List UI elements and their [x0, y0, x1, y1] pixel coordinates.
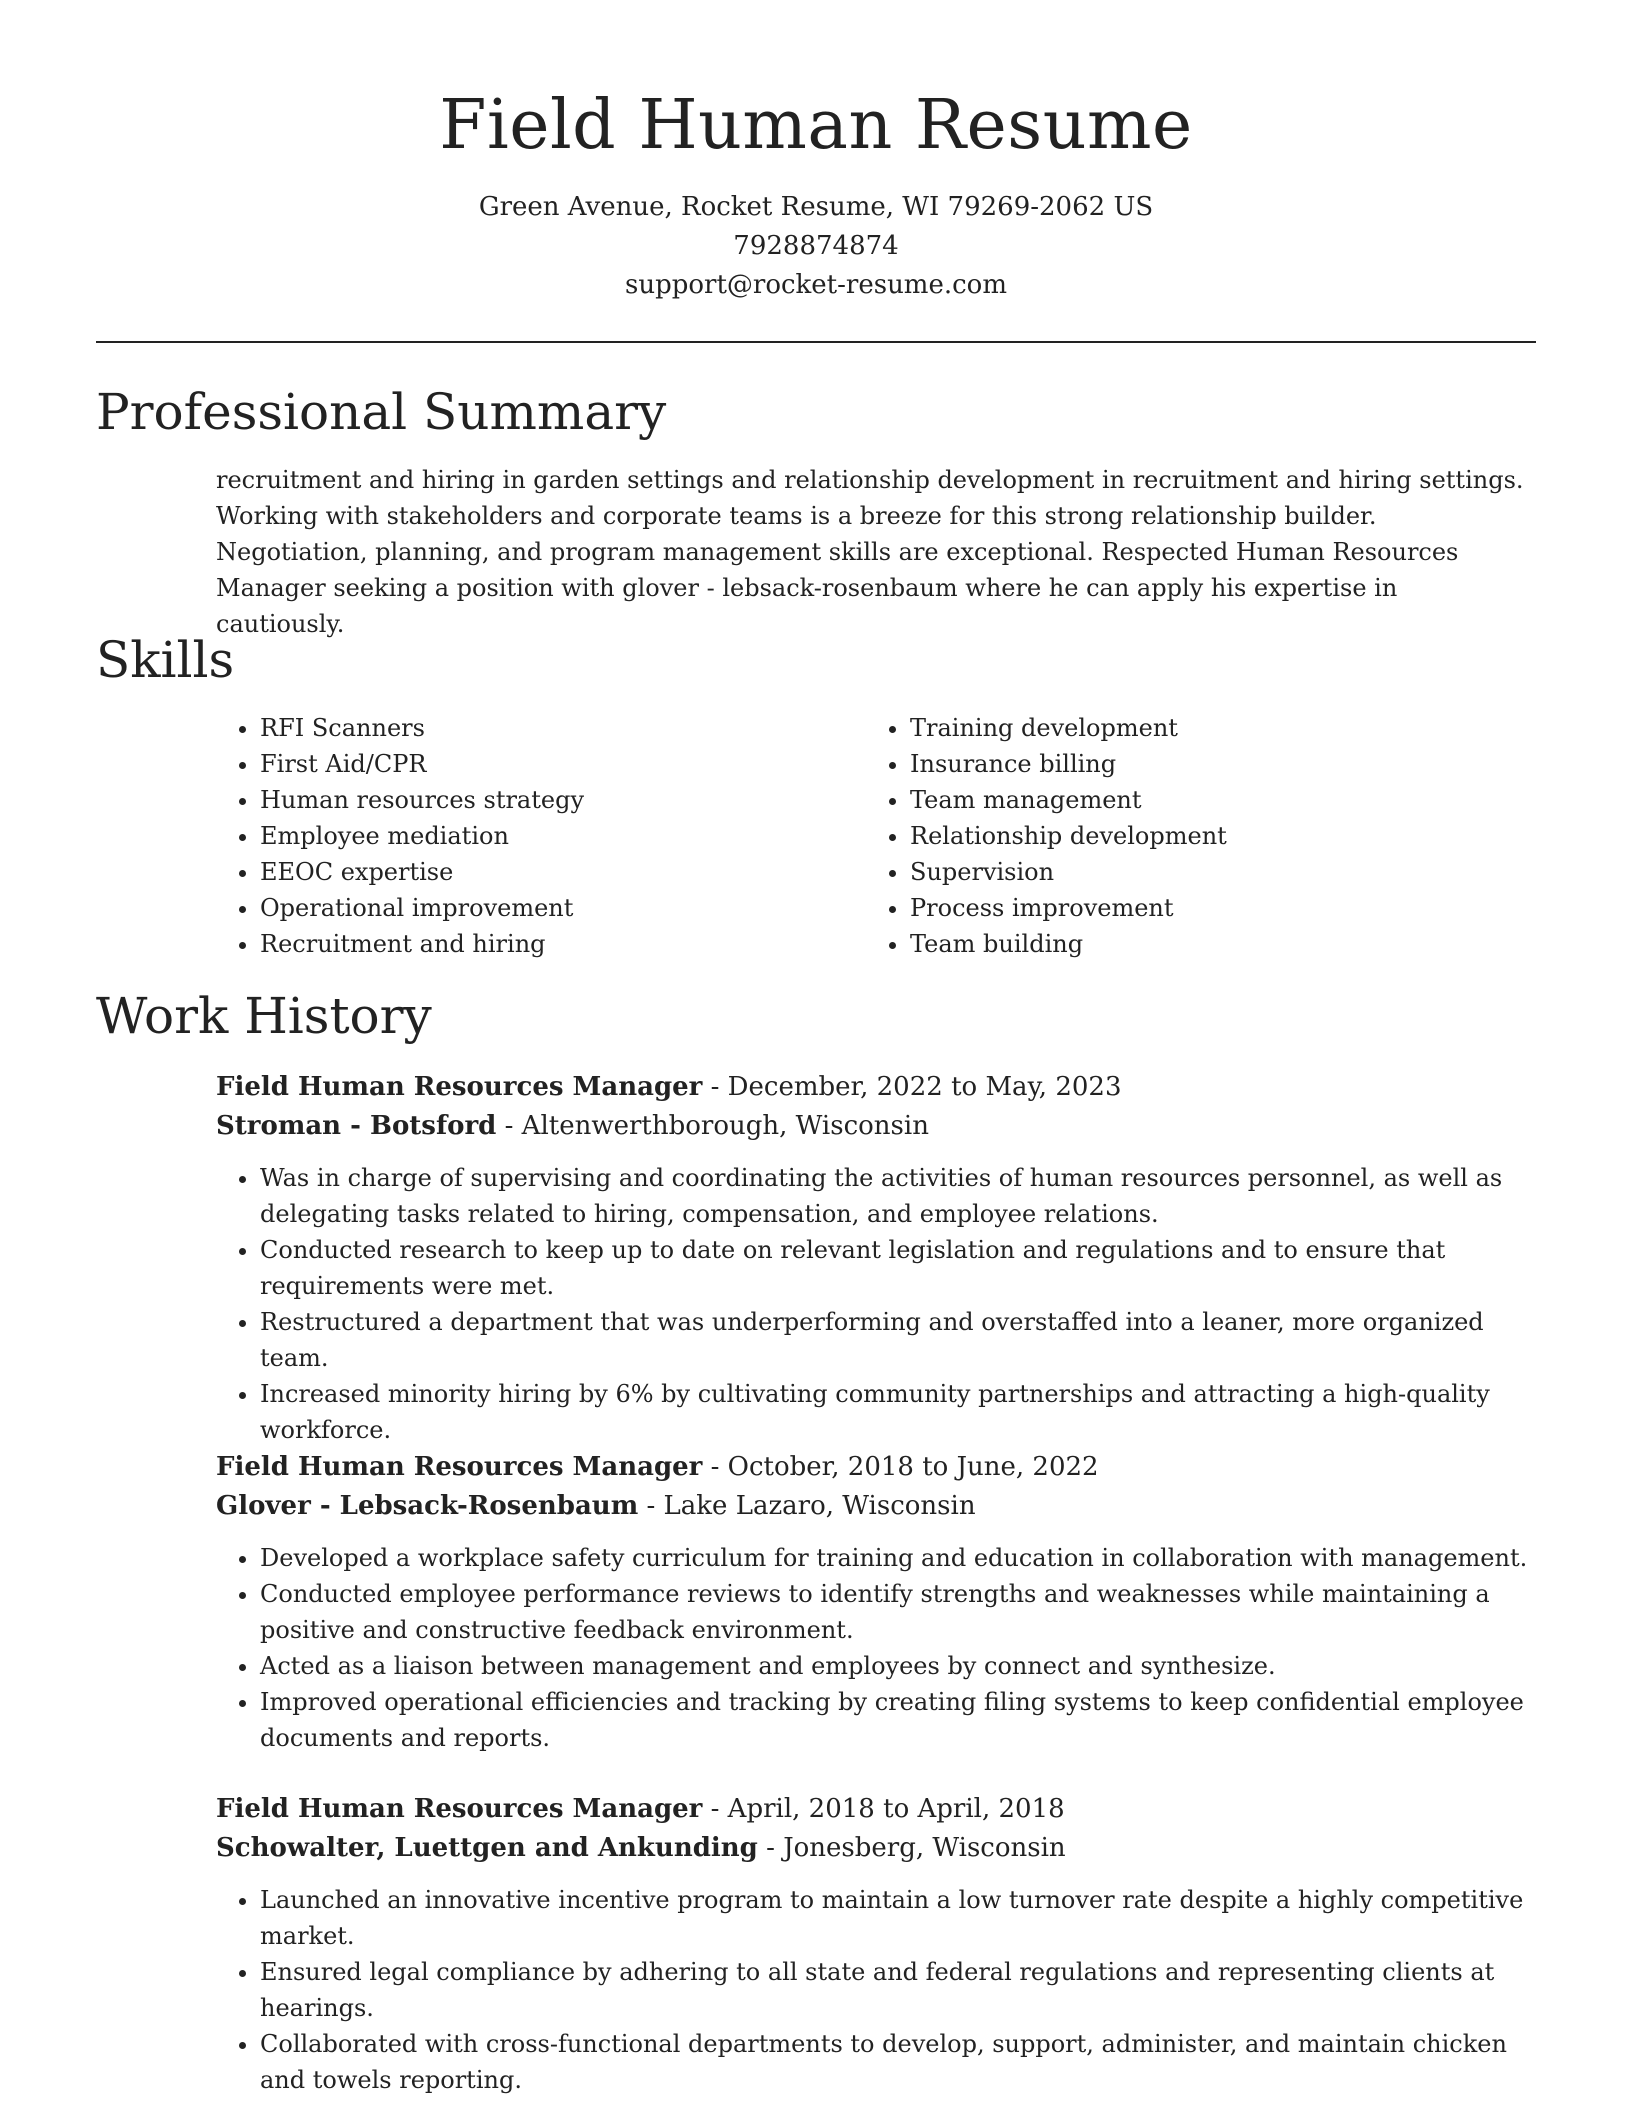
job-bullet: • Conducted employee performance reviews to identify strengths and weaknesses while maintaining a positive and constructive feedback environment. — [260, 1576, 1536, 1648]
job-bullet: • Collaborated with cross-functional departments to develop, support, administer, and maintain chicken and towels reporting. — [260, 2026, 1536, 2098]
job-title-line — [216, 1068, 1536, 1107]
job-title-line — [216, 1790, 1536, 1829]
job-location: - Jonesberg, Wisconsin — [757, 1833, 1066, 1863]
job-entry — [216, 1790, 1536, 2098]
work-history-heading: Work History — [96, 987, 432, 1045]
job-company-line — [216, 1107, 1536, 1146]
skills-column-left — [216, 710, 866, 962]
job-entry — [216, 1448, 1536, 1756]
contact-phone: 7928874874 — [733, 231, 899, 261]
skills-list — [216, 710, 1526, 962]
job-bullet: • Developed a workplace safety curriculum for training and education in collaboration with management. — [260, 1540, 1536, 1576]
skills-column-right — [866, 710, 1516, 962]
job-role: Field Human Resources Manager — [216, 1794, 703, 1824]
contact-block — [96, 188, 1536, 305]
skill-item: • Training development — [910, 710, 1516, 746]
skill-item: • Team management — [910, 782, 1516, 818]
summary-text: recruitment and hiring in garden settings and relationship development in recruitment and hiring settings. Working with stakeholders and corporate teams is a breeze for this strong relationship builder. Negotiation, planning, and program management skills are exceptional. Respected Human Resources Manager seeking a position with glover - lebsack-rosenbaum where he can apply his expertise in cautiously. — [216, 466, 1524, 638]
job-bullet: • Launched an innovative incentive program to maintain a low turnover rate despite a highly competitive market. — [260, 1882, 1536, 1954]
skill-item: • Human resources strategy — [260, 782, 866, 818]
job-dates: - April, 2018 to April, 2018 — [702, 1794, 1065, 1824]
skill-item: • Relationship development — [910, 818, 1516, 854]
job-bullet: • Ensured legal compliance by adhering to all state and federal regulations and representing clients at hearings. — [260, 1954, 1536, 2026]
skill-item: • Operational improvement — [260, 890, 866, 926]
job-location: - Lake Lazaro, Wisconsin — [638, 1491, 976, 1521]
job-bullet: • Improved operational efficiencies and tracking by creating filing systems to keep confidential employee documents and reports. — [260, 1684, 1536, 1756]
job-company: Stroman - Botsford — [216, 1111, 497, 1141]
job-company: Glover - Lebsack-Rosenbaum — [216, 1491, 639, 1521]
job-dates: - October, 2018 to June, 2022 — [702, 1452, 1099, 1482]
skill-item: • EEOC expertise — [260, 854, 866, 890]
job-bullet: • Was in charge of supervising and coordinating the activities of human resources personnel, as well as delegating tasks related to hiring, compensation, and employee relations. — [260, 1160, 1536, 1232]
skill-item: • Process improvement — [910, 890, 1516, 926]
job-bullet: • Acted as a liaison between management and employees by connect and synthesize. — [260, 1648, 1536, 1684]
job-location: - Altenwerthborough, Wisconsin — [496, 1111, 929, 1141]
resume-header — [96, 86, 1536, 305]
job-bullets — [216, 1160, 1536, 1448]
skill-item: • Team building — [910, 926, 1516, 962]
job-bullet: • Conducted research to keep up to date on relevant legislation and regulations and to ensure that requirements were met. — [260, 1232, 1536, 1304]
contact-address: Green Avenue, Rocket Resume, WI 79269-2062 US — [478, 192, 1154, 222]
job-bullet: • Increased minority hiring by 6% by cultivating community partnerships and attracting a high-quality workforce. — [260, 1376, 1536, 1448]
job-role: Field Human Resources Manager — [216, 1072, 703, 1102]
job-role: Field Human Resources Manager — [216, 1452, 703, 1482]
job-title-line — [216, 1448, 1536, 1487]
job-dates: - December, 2022 to May, 2023 — [702, 1072, 1122, 1102]
job-company-line — [216, 1829, 1536, 1868]
resume-name: Field Human Resume — [439, 86, 1193, 165]
job-bullets — [216, 1882, 1536, 2098]
job-company: Schowalter, Luettgen and Ankunding — [216, 1833, 758, 1863]
job-bullet: • Restructured a department that was underperforming and overstaffed into a leaner, more organized team. — [260, 1304, 1536, 1376]
skills-heading: Skills — [96, 631, 235, 689]
job-company-line — [216, 1487, 1536, 1526]
job-entry — [216, 1068, 1536, 1448]
contact-email: support@rocket-resume.com — [624, 270, 1007, 300]
header-divider — [96, 341, 1536, 343]
skill-item: • Employee mediation — [260, 818, 866, 854]
job-bullets — [216, 1540, 1536, 1756]
summary-heading: Professional Summary — [96, 383, 667, 441]
skill-item: • RFI Scanners — [260, 710, 866, 746]
skill-item: • Supervision — [910, 854, 1516, 890]
skill-item: • First Aid/CPR — [260, 746, 866, 782]
skill-item: • Insurance billing — [910, 746, 1516, 782]
skill-item: • Recruitment and hiring — [260, 926, 866, 962]
